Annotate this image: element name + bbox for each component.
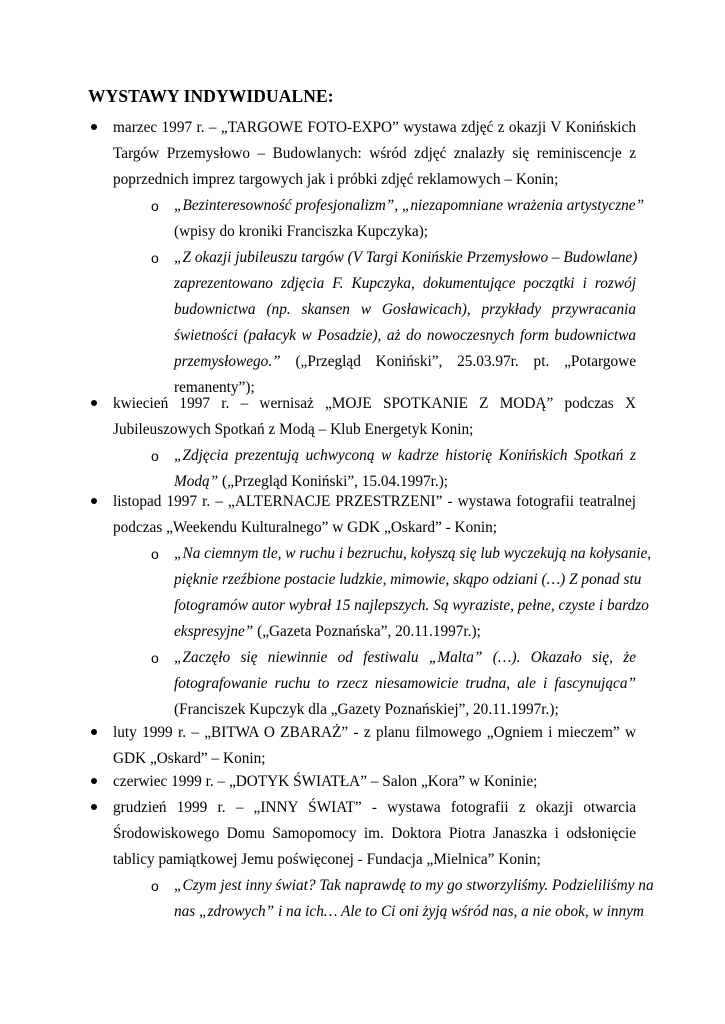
text-line: poprzednich imprez targowych jak i próbki zdjęć reklamowych – Konin;: [113, 171, 559, 188]
quote-text: [174, 193, 645, 245]
bullet-icon: [91, 729, 97, 735]
text-line: fotografowanie ruchu to rzecz niesamowicie trudna, ale i fascynująca”: [174, 675, 636, 692]
text-line: marzec 1997 r. – „TARGOWE FOTO-EXPO” wystawa zdjęć z okazji V Konińskich: [113, 119, 636, 136]
text-line: grudzień 1999 r. – „INNY ŚWIAT” - wystawa fotografii z okazji otwarcia: [113, 799, 636, 816]
bullet-icon: [91, 498, 97, 504]
text-line: tablicy pamiątkowej Jemu poświęconej - Fundacja „Mielnica” Konin;: [113, 851, 541, 868]
text-line: fotogramów autor wybrał 15 najlepszych. Są wyraziste, pełne, czyste i bardzo: [174, 597, 649, 614]
quote-text: [174, 245, 636, 401]
entry-text: [113, 391, 636, 443]
section-heading: WYSTAWY INDYWIDUALNE:: [88, 86, 334, 106]
entry-text: [113, 489, 636, 541]
text-line: przemysłowego.” („Przegląd Koniński”, 25.03.97r. pt. „Potargowe: [174, 353, 636, 370]
text-line: kwiecień 1997 r. – wernisaż „MOJE SPOTKANIE Z MODĄ” podczas X: [113, 395, 636, 412]
text-line: pięknie rzeźbione postacie ludzkie, mimowie, skąpo odziani (…) Z ponad stu: [174, 571, 642, 588]
text-line: podczas „Weekendu Kulturalnego” w GDK „Oskard” - Konin;: [113, 519, 498, 536]
quote-text: [174, 541, 652, 645]
text-line: listopad 1997 r. – „ALTERNACJE PRZESTRZENI” - wystawa fotografii teatralnej: [113, 493, 636, 510]
entry-text: [113, 720, 636, 772]
text-line: „Bezinteresowność profesjonalizm”, „niezapomniane wrażenia artystyczne”: [174, 197, 645, 214]
bullet-icon: [91, 778, 97, 784]
text-line: „Zaczęło się niewinnie od festiwalu „Malta” (…). Okazało się, że: [174, 649, 636, 666]
text-line: Środowiskowego Domu Samopomocy im. Doktora Piotra Janaszka i odsłonięcie: [113, 825, 636, 842]
entry-text: [113, 115, 636, 193]
circle-bullet-icon: o: [151, 878, 159, 894]
text-line: Modą” („Przegląd Koniński”, 15.04.1997r.);: [174, 473, 449, 490]
circle-bullet-icon: o: [151, 448, 159, 464]
quote-text: [174, 645, 636, 723]
circle-bullet-icon: o: [151, 546, 159, 562]
quote-text: [174, 443, 636, 495]
circle-bullet-icon: o: [151, 250, 159, 266]
text-line: GDK „Oskard” – Konin;: [113, 750, 266, 767]
text-line: „Na ciemnym tle, w ruchu i bezruchu, kołyszą się lub wyczekują na kołysanie,: [174, 545, 652, 562]
text-line: (wpisy do kroniki Franciszka Kupczyka);: [174, 223, 429, 240]
text-line: „Czym jest inny świat? Tak naprawdę to my go stworzyliśmy. Podzieliliśmy na: [174, 877, 654, 894]
text-line: nas „zdrowych” i na ich… Ale to Ci oni żyją wśród nas, a nie obok, w innym: [174, 903, 644, 920]
text-line: Jubileuszowych Spotkań z Modą – Klub Energetyk Konin;: [113, 421, 474, 438]
text-line: budownictwa (np. skansen w Gosławicach), przykłady przywracania: [174, 301, 636, 318]
quote-text: [174, 873, 654, 925]
text-line: Targów Przemysłowo – Budowlanych: wśród zdjęć znalazły się reminiscencje z: [113, 145, 636, 162]
text-line: luty 1999 r. – „BITWA O ZBARAŻ” - z planu filmowego „Ogniem i mieczem” w: [113, 724, 636, 741]
bullet-icon: [91, 124, 97, 130]
circle-bullet-icon: o: [151, 198, 159, 214]
text-line: remanenty”);: [174, 379, 255, 396]
text-line: świetności (pałacyk w Posadzie), aż do nowoczesnych form budownictwa: [174, 327, 636, 344]
circle-bullet-icon: o: [151, 650, 159, 666]
bullet-icon: [91, 804, 97, 810]
text-line: czerwiec 1999 r. – „DOTYK ŚWIATŁA” – Salon „Kora” w Koninie;: [113, 773, 538, 790]
entry-text: [113, 795, 636, 873]
text-line: (Franciszek Kupczyk dla „Gazety Poznańskiej”, 20.11.1997r.);: [174, 701, 559, 718]
text-line: „Zdjęcia prezentują uchwyconą w kadrze historię Konińskich Spotkań z: [174, 447, 636, 464]
text-line: „Z okazji jubileuszu targów (V Targi Konińskie Przemysłowo – Budowlane): [174, 249, 638, 266]
bullet-icon: [91, 400, 97, 406]
entry-text: [113, 769, 636, 795]
text-line: ekspresyjne” („Gazeta Poznańska”, 20.11.1997r.);: [174, 623, 481, 640]
text-line: zaprezentowano zdjęcia F. Kupczyka, dokumentujące początki i rozwój: [174, 275, 636, 292]
